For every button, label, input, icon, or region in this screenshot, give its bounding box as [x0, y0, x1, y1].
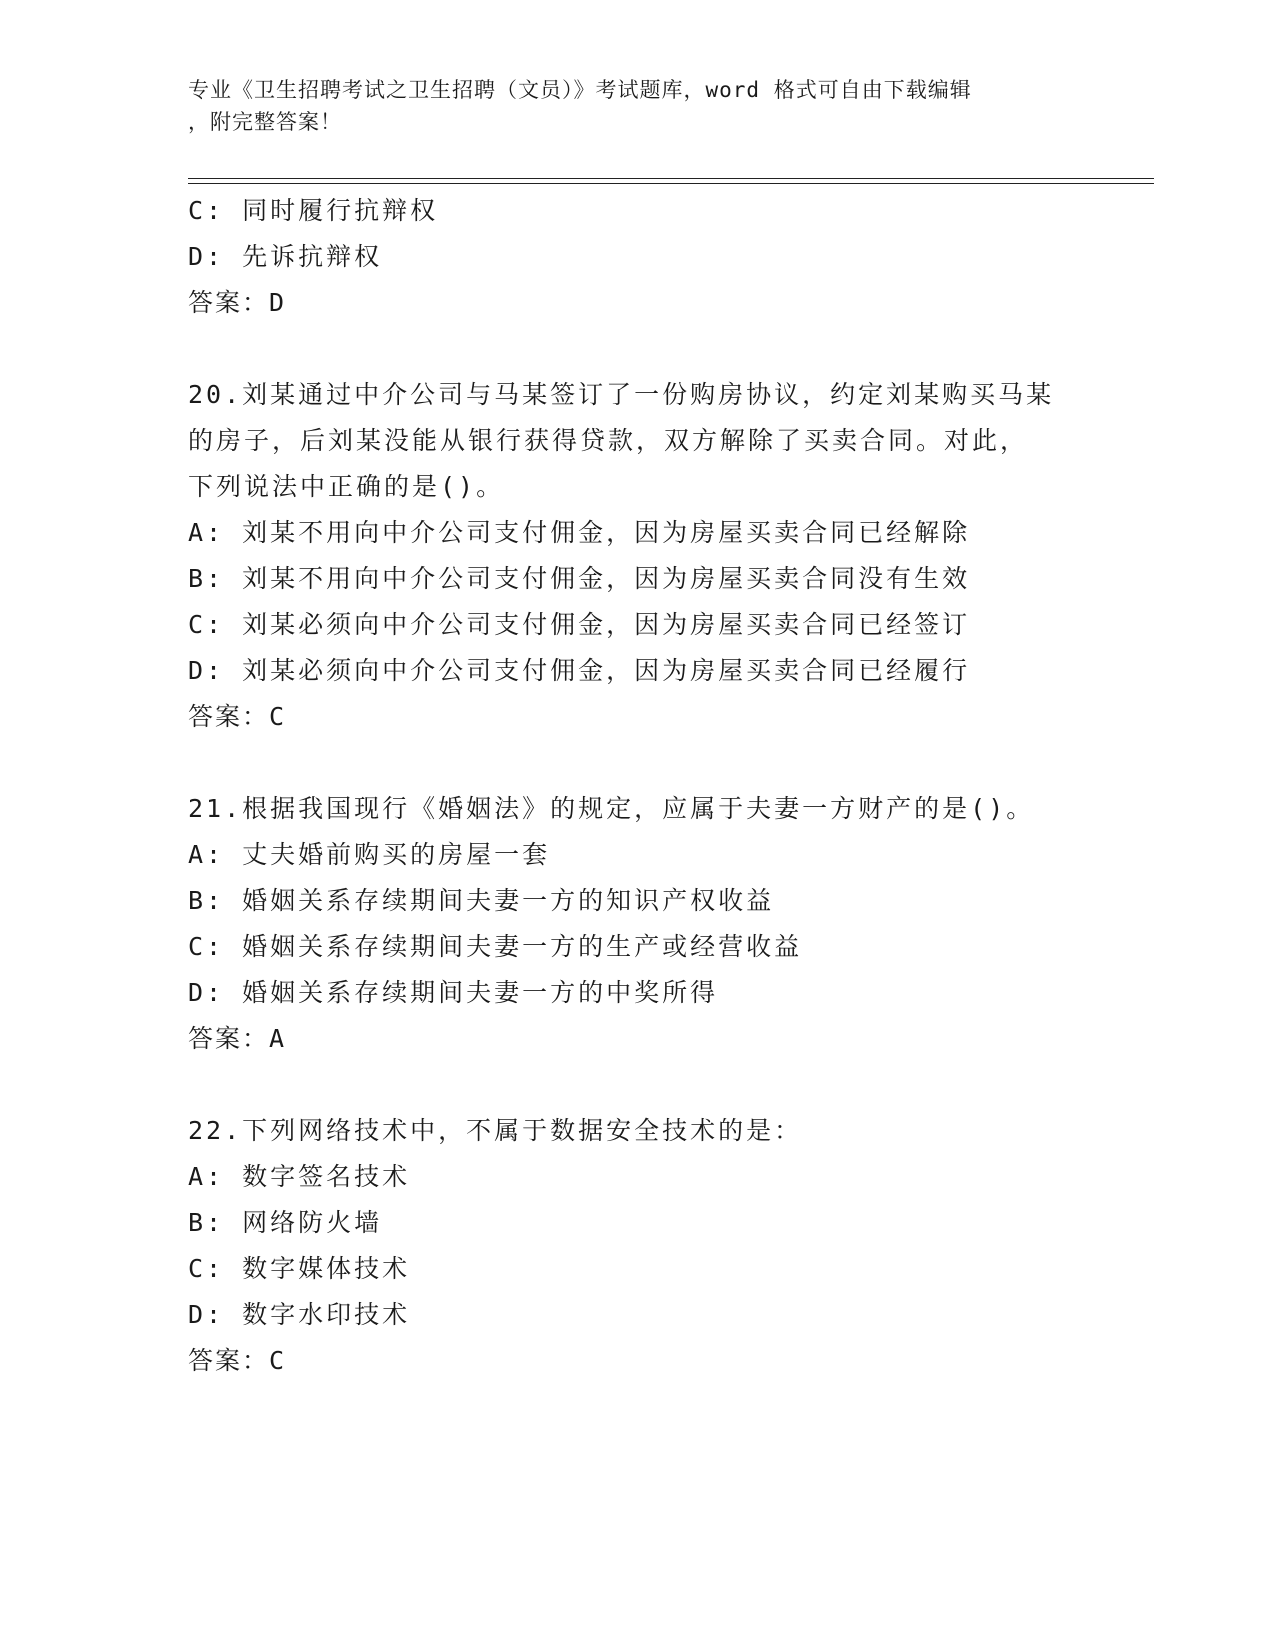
question-21 [188, 786, 1148, 1062]
question-list [188, 188, 1148, 1384]
option-d: D: 婚姻关系存续期间夫妻一方的中奖所得 [188, 978, 719, 1007]
question-20 [188, 372, 1148, 740]
option-a: A: 数字签名技术 [188, 1162, 411, 1191]
question-stem-line: 的房子，后刘某没能从银行获得贷款，双方解除了买卖合同。对此， [188, 426, 1029, 455]
option-d: D: 先诉抗辩权 [188, 242, 383, 271]
question-22 [188, 1108, 1148, 1384]
answer-label: 答案： [188, 1024, 270, 1053]
answer-line [188, 280, 1148, 326]
header-line-2: ，附完整答案！ [188, 110, 342, 134]
answer-label: 答案： [188, 1346, 270, 1375]
option-b: B: 婚姻关系存续期间夫妻一方的知识产权收益 [188, 886, 775, 915]
option-b: B: 刘某不用向中介公司支付佣金，因为房屋买卖合同没有生效 [188, 564, 971, 593]
question-stem-line: 21.根据我国现行《婚姻法》的规定，应属于夫妻一方财产的是()。 [188, 794, 1035, 823]
header-divider-bottom [188, 183, 1154, 184]
question-stem-line: 下列说法中正确的是()。 [188, 472, 505, 501]
question-carryover [188, 188, 1148, 326]
option-d: D: 刘某必须向中介公司支付佣金，因为房屋买卖合同已经履行 [188, 656, 971, 685]
answer-value: D [269, 288, 287, 317]
option-b: B: 网络防火墙 [188, 1208, 383, 1237]
header-line-1: 专业《卫生招聘考试之卫生招聘（文员）》考试题库，word 格式可自由下载编辑 [188, 78, 972, 102]
option-c: C: 数字媒体技术 [188, 1254, 411, 1283]
answer-label: 答案： [188, 288, 270, 317]
option-d: D: 数字水印技术 [188, 1300, 411, 1329]
question-stem-line: 20.刘某通过中介公司与马某签订了一份购房协议，约定刘某购买马某 [188, 380, 1055, 409]
page-header [188, 74, 1088, 138]
answer-line [188, 1338, 1148, 1384]
answer-label: 答案： [188, 702, 270, 731]
answer-line [188, 1016, 1148, 1062]
answer-value: C [269, 702, 287, 731]
option-c: C: 刘某必须向中介公司支付佣金，因为房屋买卖合同已经签订 [188, 610, 971, 639]
question-stem-line: 22.下列网络技术中，不属于数据安全技术的是： [188, 1116, 803, 1145]
option-a: A: 刘某不用向中介公司支付佣金，因为房屋买卖合同已经解除 [188, 518, 971, 547]
answer-line [188, 694, 1148, 740]
answer-value: A [269, 1024, 287, 1053]
header-divider-top [188, 178, 1154, 179]
option-c: C: 同时履行抗辩权 [188, 196, 439, 225]
option-a: A: 丈夫婚前购买的房屋一套 [188, 840, 551, 869]
answer-value: C [269, 1346, 287, 1375]
option-c: C: 婚姻关系存续期间夫妻一方的生产或经营收益 [188, 932, 803, 961]
